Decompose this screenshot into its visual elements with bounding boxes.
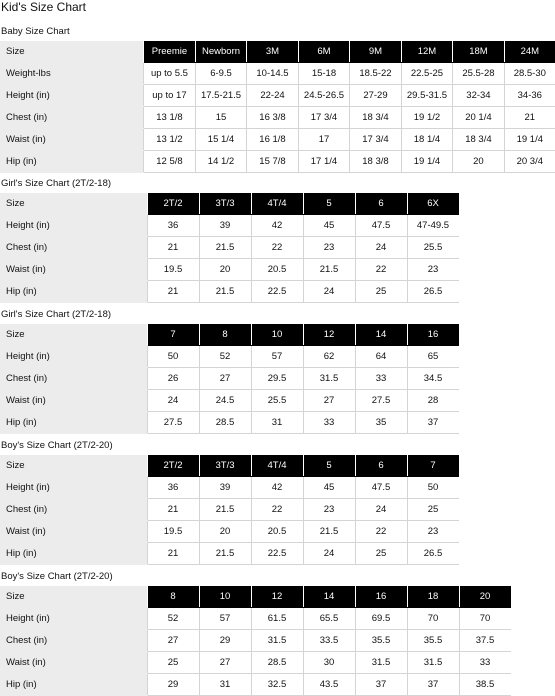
table-cell: 39 — [199, 215, 251, 237]
size-header-cell: 9M — [350, 41, 401, 63]
table-cell: 27 — [199, 368, 251, 390]
table-cell: 32.5 — [251, 674, 303, 696]
table-cell: 27-29 — [350, 85, 401, 107]
table-row — [0, 63, 555, 85]
table-cell: 28.5 — [251, 652, 303, 674]
table-cell: 31.5 — [355, 652, 407, 674]
table-cell: 62 — [303, 346, 355, 368]
table-cell: 65 — [407, 346, 459, 368]
table-cell: 24.5-26.5 — [298, 85, 350, 107]
size-chart-section — [0, 309, 459, 434]
table-cell: 22 — [251, 237, 303, 259]
table-cell: 29 — [199, 630, 251, 652]
table-cell: 25 — [355, 281, 407, 303]
page-title: Kid's Size Chart — [1, 0, 86, 14]
table-cell: 20 3/4 — [504, 151, 555, 173]
table-cell: 31 — [199, 674, 251, 696]
section-title: Baby Size Chart — [1, 26, 70, 37]
table-cell: 26.5 — [407, 281, 459, 303]
size-header-cell: 8 — [147, 586, 199, 608]
row-label: Chest (in) — [0, 499, 147, 521]
size-header-cell: 6X — [407, 193, 459, 215]
row-label: Size — [0, 193, 147, 215]
table-row — [0, 151, 555, 173]
row-label: Chest (in) — [0, 368, 147, 390]
table-cell: 38.5 — [459, 674, 511, 696]
size-header-row — [0, 41, 555, 63]
table-cell: 42 — [251, 477, 303, 499]
table-cell: 27.5 — [355, 390, 407, 412]
table-cell: 57 — [251, 346, 303, 368]
table-row — [0, 129, 555, 151]
size-header-cell: 10 — [199, 586, 251, 608]
table-cell: 15 7/8 — [247, 151, 298, 173]
table-cell: 20.5 — [251, 521, 303, 543]
size-header-row — [0, 586, 511, 608]
size-header-cell: 20 — [459, 586, 511, 608]
section-title: Boy's Size Chart (2T/2-20) — [1, 571, 113, 582]
row-label: Hip (in) — [0, 281, 147, 303]
section-title: Boy's Size Chart (2T/2-20) — [1, 440, 113, 451]
table-cell: 29.5-31.5 — [401, 85, 453, 107]
table-cell: 24.5 — [199, 390, 251, 412]
size-table — [0, 41, 555, 173]
table-cell: 39 — [199, 477, 251, 499]
size-header-row — [0, 455, 459, 477]
table-cell: 34.5 — [407, 368, 459, 390]
size-header-cell: 5 — [303, 193, 355, 215]
table-cell: 22.5 — [251, 281, 303, 303]
row-label: Waist (in) — [0, 259, 147, 281]
size-table — [0, 455, 459, 565]
table-cell: 18 1/4 — [401, 129, 453, 151]
row-label: Waist (in) — [0, 129, 144, 151]
table-cell: 18 3/4 — [453, 129, 504, 151]
size-header-cell: 14 — [303, 586, 355, 608]
table-cell: 33.5 — [303, 630, 355, 652]
size-header-row — [0, 324, 459, 346]
size-table — [0, 193, 459, 303]
table-cell: 22 — [355, 259, 407, 281]
table-cell: 47.5 — [355, 477, 407, 499]
size-header-cell: 6M — [298, 41, 350, 63]
table-cell: 21.5 — [199, 499, 251, 521]
table-cell: 20 — [199, 259, 251, 281]
size-header-cell: 16 — [407, 324, 459, 346]
table-cell: 37 — [407, 412, 459, 434]
table-cell: 45 — [303, 215, 355, 237]
table-cell: 21.5 — [199, 543, 251, 565]
table-row — [0, 85, 555, 107]
table-cell: 70 — [459, 608, 511, 630]
table-cell: 25 — [407, 499, 459, 521]
row-label: Hip (in) — [0, 674, 147, 696]
size-header-cell: 12 — [303, 324, 355, 346]
size-header-cell: 7 — [147, 324, 199, 346]
table-cell: 21.5 — [303, 259, 355, 281]
size-header-row — [0, 193, 459, 215]
table-cell: 37 — [407, 674, 459, 696]
table-cell: 36 — [147, 215, 199, 237]
size-header-cell: 16 — [355, 586, 407, 608]
table-cell: 31.5 — [303, 368, 355, 390]
table-cell: 21.5 — [199, 281, 251, 303]
table-cell: 13 1/2 — [144, 129, 196, 151]
row-label: Size — [0, 41, 144, 63]
table-row — [0, 259, 459, 281]
table-cell: 61.5 — [251, 608, 303, 630]
size-header-cell: 12M — [401, 41, 453, 63]
table-cell: 31 — [251, 412, 303, 434]
table-cell: 21.5 — [303, 521, 355, 543]
table-row — [0, 521, 459, 543]
size-header-cell: 14 — [355, 324, 407, 346]
table-cell: 19 1/4 — [401, 151, 453, 173]
table-cell: 20 — [453, 151, 504, 173]
table-cell: 19 1/2 — [401, 107, 453, 129]
table-cell: 50 — [147, 346, 199, 368]
row-label: Size — [0, 455, 147, 477]
section-title: Girl's Size Chart (2T/2-18) — [1, 178, 112, 189]
table-cell: 21 — [504, 107, 555, 129]
table-row — [0, 630, 511, 652]
table-row — [0, 543, 459, 565]
table-cell: 17 1/4 — [298, 151, 350, 173]
table-cell: 20.5 — [251, 259, 303, 281]
table-cell: 24 — [355, 499, 407, 521]
table-cell: 37.5 — [459, 630, 511, 652]
row-label: Height (in) — [0, 608, 147, 630]
table-cell: 16 3/8 — [247, 107, 298, 129]
table-cell: 52 — [199, 346, 251, 368]
table-cell: 33 — [303, 412, 355, 434]
table-cell: 17.5-21.5 — [195, 85, 247, 107]
table-cell: 10-14.5 — [247, 63, 298, 85]
table-cell: 14 1/2 — [195, 151, 247, 173]
row-label: Chest (in) — [0, 630, 147, 652]
table-cell: 25 — [147, 652, 199, 674]
table-cell: 28.5 — [199, 412, 251, 434]
size-header-cell: 5 — [303, 455, 355, 477]
table-cell: 32-34 — [453, 85, 504, 107]
size-header-cell: Newborn — [195, 41, 247, 63]
table-cell: 16 1/8 — [247, 129, 298, 151]
table-cell: 30 — [303, 652, 355, 674]
row-label: Hip (in) — [0, 151, 144, 173]
table-cell: 23 — [303, 237, 355, 259]
size-header-cell: 8 — [199, 324, 251, 346]
table-cell: 21 — [147, 543, 199, 565]
table-cell: 29 — [147, 674, 199, 696]
table-cell: 23 — [407, 259, 459, 281]
size-header-cell: 4T/4 — [251, 455, 303, 477]
row-label: Waist (in) — [0, 652, 147, 674]
table-cell: 25.5-28 — [453, 63, 504, 85]
size-header-cell: 10 — [251, 324, 303, 346]
table-cell: up to 5.5 — [144, 63, 196, 85]
size-header-cell: 12 — [251, 586, 303, 608]
table-cell: 21 — [147, 237, 199, 259]
table-cell: 25.5 — [251, 390, 303, 412]
table-cell: 26.5 — [407, 543, 459, 565]
table-cell: 24 — [355, 237, 407, 259]
table-cell: 21.5 — [199, 237, 251, 259]
table-cell: 35.5 — [407, 630, 459, 652]
table-cell: 33 — [355, 368, 407, 390]
table-cell: 17 — [298, 129, 350, 151]
table-cell: 33 — [459, 652, 511, 674]
table-cell: 23 — [407, 521, 459, 543]
table-cell: 6-9.5 — [195, 63, 247, 85]
table-cell: 43.5 — [303, 674, 355, 696]
table-cell: 12 5/8 — [144, 151, 196, 173]
table-cell: 13 1/8 — [144, 107, 196, 129]
table-cell: 37 — [355, 674, 407, 696]
table-row — [0, 237, 459, 259]
table-cell: 52 — [147, 608, 199, 630]
table-cell: 22 — [355, 521, 407, 543]
table-cell: 24 — [303, 543, 355, 565]
table-row — [0, 652, 511, 674]
table-row — [0, 215, 459, 237]
table-cell: 65.5 — [303, 608, 355, 630]
table-cell: 19 1/4 — [504, 129, 555, 151]
size-header-cell: 3M — [247, 41, 298, 63]
table-cell: 19.5 — [147, 521, 199, 543]
table-cell: 26 — [147, 368, 199, 390]
size-chart-section — [0, 440, 459, 565]
table-row — [0, 608, 511, 630]
table-cell: 29.5 — [251, 368, 303, 390]
table-cell: 64 — [355, 346, 407, 368]
table-cell: 23 — [303, 499, 355, 521]
table-cell: 45 — [303, 477, 355, 499]
table-cell: 25.5 — [407, 237, 459, 259]
table-row — [0, 368, 459, 390]
table-cell: 21 — [147, 499, 199, 521]
table-cell: 22.5-25 — [401, 63, 453, 85]
size-header-cell: 18 — [407, 586, 459, 608]
table-cell: 20 — [199, 521, 251, 543]
table-row — [0, 346, 459, 368]
table-cell: 22-24 — [247, 85, 298, 107]
table-cell: 24 — [303, 281, 355, 303]
table-cell: 17 3/4 — [298, 107, 350, 129]
row-label: Chest (in) — [0, 237, 147, 259]
row-label: Size — [0, 324, 147, 346]
size-header-cell: 6 — [355, 193, 407, 215]
size-chart-section — [0, 178, 459, 303]
table-row — [0, 281, 459, 303]
size-table — [0, 586, 511, 696]
table-cell: 31.5 — [251, 630, 303, 652]
table-row — [0, 499, 459, 521]
row-label: Height (in) — [0, 346, 147, 368]
table-cell: 27 — [147, 630, 199, 652]
table-row — [0, 674, 511, 696]
table-cell: 28 — [407, 390, 459, 412]
table-cell: 31.5 — [407, 652, 459, 674]
size-header-cell: 6 — [355, 455, 407, 477]
table-row — [0, 477, 459, 499]
row-label: Waist (in) — [0, 390, 147, 412]
size-chart-section — [0, 26, 555, 173]
table-row — [0, 412, 459, 434]
table-cell: 17 3/4 — [350, 129, 401, 151]
table-row — [0, 107, 555, 129]
size-header-cell: Preemie — [144, 41, 196, 63]
table-cell: 18 3/8 — [350, 151, 401, 173]
row-label: Weight-lbs — [0, 63, 144, 85]
row-label: Height (in) — [0, 477, 147, 499]
table-cell: 42 — [251, 215, 303, 237]
table-cell: 19.5 — [147, 259, 199, 281]
table-cell: 36 — [147, 477, 199, 499]
table-cell: 47.5 — [355, 215, 407, 237]
row-label: Height (in) — [0, 85, 144, 107]
section-title: Girl's Size Chart (2T/2-18) — [1, 309, 112, 320]
table-cell: 21 — [147, 281, 199, 303]
row-label: Chest (in) — [0, 107, 144, 129]
table-cell: 22 — [251, 499, 303, 521]
table-row — [0, 390, 459, 412]
table-cell: 47-49.5 — [407, 215, 459, 237]
table-cell: 18.5-22 — [350, 63, 401, 85]
table-cell: up to 17 — [144, 85, 196, 107]
size-header-cell: 2T/2 — [147, 193, 199, 215]
size-header-cell: 4T/4 — [251, 193, 303, 215]
table-cell: 24 — [147, 390, 199, 412]
table-cell: 25 — [355, 543, 407, 565]
size-header-cell: 3T/3 — [199, 193, 251, 215]
table-cell: 18 3/4 — [350, 107, 401, 129]
table-cell: 28.5-30 — [504, 63, 555, 85]
table-cell: 27.5 — [147, 412, 199, 434]
row-label: Height (in) — [0, 215, 147, 237]
table-cell: 15 — [195, 107, 247, 129]
size-header-cell: 7 — [407, 455, 459, 477]
table-cell: 15-18 — [298, 63, 350, 85]
table-cell: 69.5 — [355, 608, 407, 630]
size-table — [0, 324, 459, 434]
size-chart-section — [0, 571, 511, 696]
size-header-cell: 2T/2 — [147, 455, 199, 477]
table-cell: 57 — [199, 608, 251, 630]
table-cell: 70 — [407, 608, 459, 630]
table-cell: 34-36 — [504, 85, 555, 107]
table-cell: 27 — [303, 390, 355, 412]
size-header-cell: 18M — [453, 41, 504, 63]
row-label: Size — [0, 586, 147, 608]
table-cell: 20 1/4 — [453, 107, 504, 129]
table-cell: 50 — [407, 477, 459, 499]
table-cell: 22.5 — [251, 543, 303, 565]
table-cell: 35 — [355, 412, 407, 434]
row-label: Hip (in) — [0, 543, 147, 565]
row-label: Hip (in) — [0, 412, 147, 434]
size-header-cell: 3T/3 — [199, 455, 251, 477]
size-header-cell: 24M — [504, 41, 555, 63]
table-cell: 27 — [199, 652, 251, 674]
row-label: Waist (in) — [0, 521, 147, 543]
table-cell: 35.5 — [355, 630, 407, 652]
table-cell: 15 1/4 — [195, 129, 247, 151]
